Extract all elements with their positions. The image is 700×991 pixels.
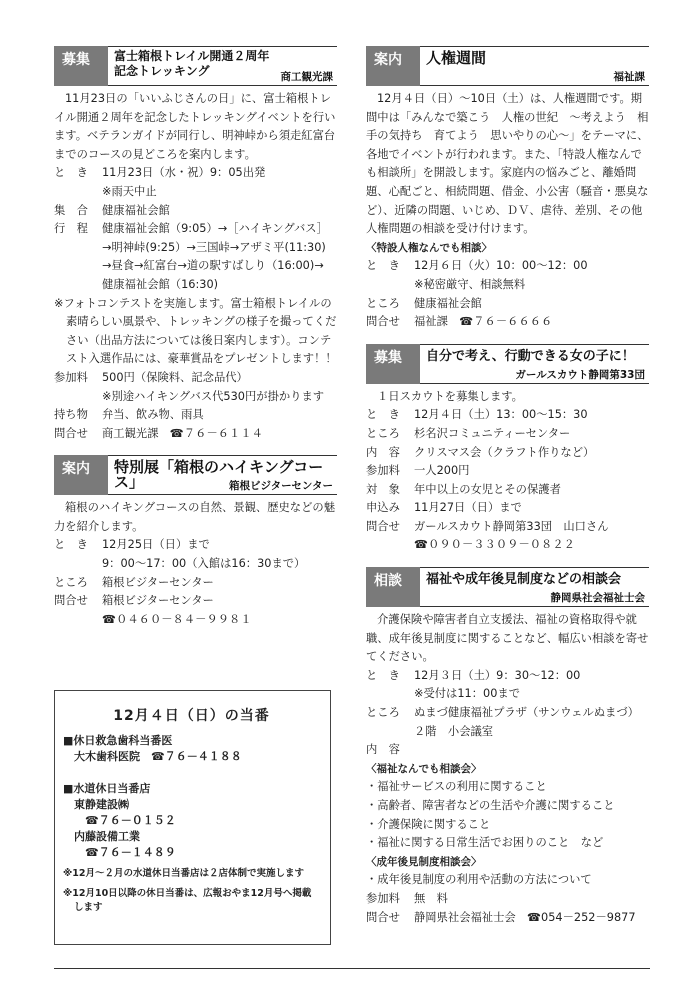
detail-label: 持ち物: [54, 408, 88, 422]
detail-label: [54, 183, 102, 202]
detail-value: 健康福祉会館: [414, 296, 482, 310]
detail-row: [366, 425, 649, 444]
detail-value: 健康福祉会館: [102, 203, 170, 217]
detail-value: クリスマス会（クラフト作りなど）: [414, 445, 595, 459]
section-header: [366, 344, 649, 384]
section-body: [54, 495, 337, 629]
subheading: 〈特設人権なんでも相談〉: [366, 241, 492, 254]
section-header: [366, 567, 649, 607]
detail-rows: [54, 536, 337, 629]
detail-value: 杉名沢コミュニティーセンター: [414, 426, 571, 440]
detail-label: ところ: [54, 575, 88, 589]
detail-label: 参加料: [54, 370, 88, 384]
section-org: 箱根ビジターセンター: [229, 480, 333, 493]
detail-value: [414, 741, 649, 760]
detail-label: [366, 723, 414, 742]
detail-rows: [366, 406, 649, 555]
detail-row: [366, 723, 649, 742]
detail-row: [54, 164, 337, 183]
detail-row: [366, 313, 649, 332]
detail-row: [54, 536, 337, 555]
left-column: [54, 46, 337, 641]
detail-row: [54, 406, 337, 425]
detail-rows: [366, 257, 649, 331]
photo-contest-note: ※フォトコンテストを実施します。富士箱根トレイルの素晴らしい風景や、トレッキングの様子を撮ってください（出品方法については後日案内します）。コンテスト入選作品には、豪華賞品をプレゼントします！！: [54, 296, 337, 366]
category-tag: 募集: [366, 344, 420, 384]
item-list-2: [366, 871, 649, 890]
box-line: 内藤設備工業: [63, 830, 140, 843]
detail-value: →昼食→紅富台→道の駅すばしり（16:00)→: [102, 259, 324, 273]
detail-label: 問合せ: [366, 519, 400, 533]
detail-row: [54, 555, 337, 574]
category-tag: 案内: [366, 46, 420, 86]
section-header: [54, 455, 337, 495]
section-body: [366, 86, 649, 332]
detail-rows-2: [366, 890, 649, 927]
exhibition-section: [54, 455, 337, 629]
intro-text: 介護保険や障害者自立支援法、福祉の資格取得や就職、成年後見制度に関することなど、幅広い相談を寄せてください。: [366, 613, 649, 664]
box-note: ※12月～２月の水道休日当番店は２店体制で実施します: [63, 868, 304, 879]
category-tag: 案内: [54, 455, 108, 495]
detail-value: 12月25日（日）まで: [102, 538, 210, 552]
detail-value: 弁当、飲み物、雨具: [102, 408, 204, 422]
box-title: 12月４日（日）の当番: [113, 708, 270, 724]
detail-label: 問合せ: [54, 426, 88, 440]
detail-label: 対 象: [366, 482, 400, 496]
box-lines: [63, 733, 320, 861]
list-item: ・福祉サービスの利用に関すること: [366, 780, 547, 794]
detail-value: ☎０９０－３３０９－０８２２: [414, 538, 575, 552]
section-title: 自分で考え、行動できる女の子に！: [426, 348, 635, 364]
detail-value: ※雨天中止: [102, 184, 157, 198]
detail-value: 11月27日（日）まで: [414, 501, 522, 515]
detail-row: [54, 574, 337, 593]
detail-value: 福祉課 ☎７６－６６６６: [414, 315, 553, 329]
holiday-duty-box: [54, 690, 331, 945]
detail-value: 500円（保険料、記念品代）: [102, 370, 248, 384]
detail-row: [366, 444, 649, 463]
detail-row: [54, 276, 337, 295]
category-tag: 相談: [366, 567, 420, 607]
detail-row: [54, 202, 337, 221]
detail-row: [54, 369, 337, 388]
detail-value: ※別途ハイキングバス代530円が掛かります: [102, 389, 325, 403]
detail-label: 問合せ: [366, 315, 400, 329]
detail-row: [366, 295, 649, 314]
detail-label: [54, 239, 102, 258]
detail-label: 参加料: [366, 464, 400, 478]
subheading: 〈福祉なんでも相談会〉: [366, 762, 482, 775]
human-rights-section: [366, 46, 649, 332]
list-item: ・介護保険に関すること: [366, 817, 491, 831]
detail-value: 12月４日（土）13：00～15：30: [414, 408, 588, 422]
detail-label: [366, 685, 414, 704]
detail-value: ガールスカウト静岡第33団 山口さん: [414, 519, 609, 533]
detail-value: 静岡県社会福祉士会 ☎054－252－9877: [414, 910, 636, 924]
detail-value: 健康福祉会館（16:30): [102, 277, 219, 291]
detail-label: 内 容: [366, 445, 400, 459]
section-body: [366, 384, 649, 555]
detail-value: 9：00～17：00（入館は16：30まで）: [102, 557, 306, 571]
section-header: [366, 46, 649, 86]
detail-row: [366, 909, 649, 928]
detail-label: [366, 276, 414, 295]
detail-label: [54, 257, 102, 276]
box-line: ■休日救急歯科当番医: [63, 734, 173, 747]
consultation-section: [366, 567, 649, 927]
detail-row: [54, 425, 337, 444]
detail-value: 商工観光課 ☎７６－６１１４: [102, 426, 263, 440]
intro-text: 11月23日の「いいふじさんの日」に、富士箱根トレイル開通２周年を記念したトレッキングイベントを行います。ベテランガイドが同行し、明神峠から須走紅富台までのコースの見どころを案内します。: [54, 92, 336, 161]
detail-label: 集 合: [54, 203, 88, 217]
detail-value: 箱根ビジターセンター: [102, 594, 214, 608]
bottom-rule: [54, 968, 650, 969]
section-org: 福祉課: [613, 71, 645, 83]
detail-value: ２階 小会議室: [414, 724, 494, 738]
detail-row: [366, 704, 649, 723]
girl-scout-section: [366, 344, 649, 555]
detail-value: ※受付は11：00まで: [414, 687, 520, 701]
detail-label: ところ: [366, 706, 400, 720]
trekking-section: [54, 46, 337, 443]
detail-value: 健康福祉会館（9:05）→［ハイキングバス］: [102, 222, 328, 236]
box-line: 東静建設㈱: [63, 798, 129, 811]
right-column: [366, 46, 649, 939]
item-list-1: [366, 778, 649, 852]
detail-value: 無 料: [414, 891, 448, 905]
box-line: ☎７６－１４８９: [63, 846, 176, 859]
intro-text: 箱根のハイキングコースの自然、景観、歴史などの魅力を紹介します。: [54, 501, 335, 533]
detail-row: [366, 667, 649, 686]
section-body: [54, 86, 337, 443]
detail-row: [54, 592, 337, 611]
list-item: ・福祉に関する日常生活でお困りのこと など: [366, 836, 604, 850]
detail-label: 参加料: [366, 891, 400, 905]
detail-label: ところ: [366, 296, 400, 310]
detail-value: 年中以上の女児とその保護者: [414, 482, 561, 496]
detail-row: [366, 685, 649, 704]
detail-row: [366, 741, 649, 760]
detail-label: [366, 536, 414, 555]
detail-label: [54, 388, 102, 407]
detail-label: [54, 611, 102, 630]
detail-label: と き: [54, 166, 88, 180]
detail-label: 問合せ: [366, 910, 400, 924]
category-tag: 募集: [54, 46, 108, 86]
box-line: [63, 765, 320, 781]
detail-label: 問合せ: [54, 594, 88, 608]
section-body: [366, 607, 649, 927]
box-line: ☎７６－０１５２: [63, 814, 176, 827]
detail-row: [366, 890, 649, 909]
detail-label: と き: [366, 259, 400, 273]
box-notes: [63, 867, 320, 915]
detail-rows: [366, 667, 649, 760]
section-title: 特別展「箱根のハイキングコース」: [114, 458, 324, 492]
detail-value: 12月６日（火）10：00～12：00: [414, 259, 588, 273]
list-item: ・高齢者、障害者などの生活や介護に関すること: [366, 799, 615, 812]
detail-label: と き: [366, 408, 400, 422]
section-header: [54, 46, 337, 86]
detail-row: [366, 276, 649, 295]
list-item: ・成年後見制度の利用や活動の方法について: [366, 873, 592, 887]
detail-value: ぬまづ健康福祉プラザ（サンウェルぬまづ）: [414, 706, 639, 720]
detail-row: [54, 183, 337, 202]
detail-value: 箱根ビジターセンター: [102, 575, 214, 589]
detail-row: [54, 257, 337, 276]
detail-label: ところ: [366, 426, 400, 440]
box-line: 大木歯科医院 ☎７６－４１８８: [63, 750, 242, 763]
section-title: 人権週間: [426, 49, 487, 67]
detail-rows-2: [54, 369, 337, 443]
section-title: 福祉や成年後見制度などの相談会: [426, 572, 622, 588]
detail-value: →明神峠(9:25）→三国峠→アザミ平(11:30): [102, 240, 326, 254]
detail-value: ☎０４６０－８４－９９８１: [102, 612, 252, 626]
detail-label: 申込み: [366, 501, 400, 515]
box-line: ■水道休日当番店: [63, 782, 151, 795]
detail-label: 行 程: [54, 222, 88, 236]
detail-row: [366, 462, 649, 481]
section-org: 商工観光課: [280, 71, 333, 83]
detail-value: 12月３日（土）9：30～12：00: [414, 668, 581, 682]
detail-row: [54, 220, 337, 239]
detail-label: と き: [366, 668, 400, 682]
detail-row: [366, 481, 649, 500]
subheading: 〈成年後見制度相談会〉: [366, 855, 482, 868]
intro-text: 12月４日（日）～10日（土）は、人権週間です。期間中は「みんなで築こう 人権の世紀 ～考えよう 相手の気持ち 育てよう 思いやりの心～」をテーマに、各地でイベントが行われます。また、「特設人権なんでも相談所」を開設します。家庭内の悩みごと、離婚問題、心配ごと、相続問題、借金、小公害（騒音・悪臭など）、近隣の問題、いじめ、ＤＶ、虐待、差別、その他人権問題の相談を受け付けます。: [366, 92, 649, 236]
detail-value: 11月23日（水・祝）9：05出発: [102, 166, 266, 180]
detail-value: 一人200円: [414, 464, 470, 478]
detail-value: ※秘密厳守、相談無料: [414, 277, 526, 291]
detail-label: 内 容: [366, 743, 400, 757]
detail-row: [54, 611, 337, 630]
detail-rows: [54, 164, 337, 294]
detail-label: [54, 555, 102, 574]
section-org: 静岡県社会福祉士会: [550, 592, 645, 605]
detail-row: [366, 518, 649, 537]
detail-row: [366, 536, 649, 555]
section-title: 富士箱根トレイル開通２周年 記念トレッキング: [114, 49, 270, 78]
detail-row: [54, 239, 337, 258]
detail-row: [366, 499, 649, 518]
section-org: ガールスカウト静岡第33団: [515, 368, 645, 381]
box-note: ※12月10日以降の休日当番は、広報おやま12月号へ掲載します: [63, 888, 312, 913]
detail-row: [366, 406, 649, 425]
detail-label: [54, 276, 102, 295]
detail-row: [54, 388, 337, 407]
detail-label: と き: [54, 538, 88, 552]
intro-text: １日スカウトを募集します。: [377, 389, 523, 403]
detail-row: [366, 257, 649, 276]
